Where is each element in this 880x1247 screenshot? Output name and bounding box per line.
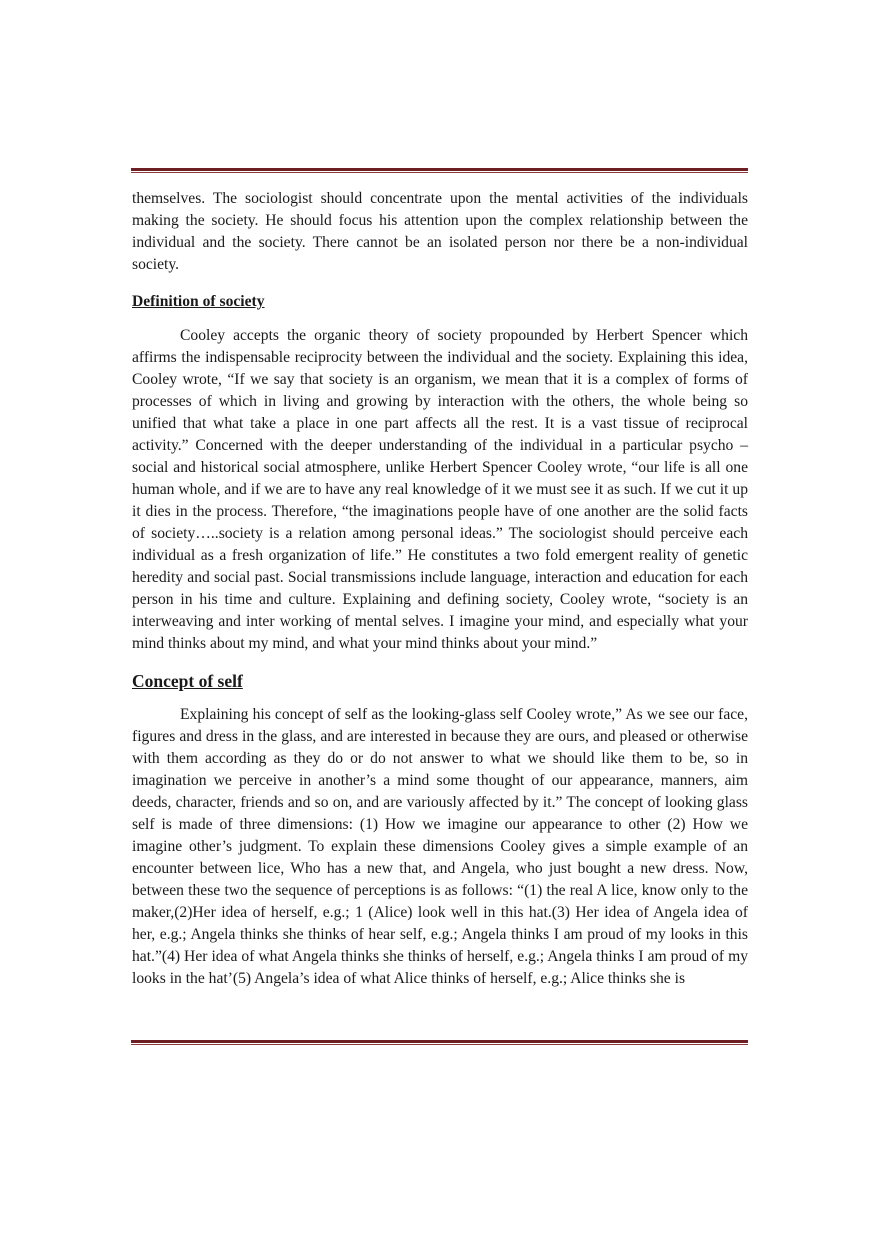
definition-of-society-heading: Definition of society <box>132 293 265 310</box>
intro-paragraph: themselves. The sociologist should concentrate upon the mental activities of the individuals making the society. He should focus his attention upon the complex relationship between the individual and the society. There cannot be an isolated person nor there be a non-individual society. <box>132 190 748 273</box>
header-rule <box>131 168 748 173</box>
definition-of-society-paragraph: Cooley accepts the organic theory of society propounded by Herbert Spencer which affirms the indispensable reciprocity between the individual and the society. Explaining this idea, Cooley wrote, “If we say that society is an organism, we mean that it is a complex of forms of processes of which in living and growing by interaction with the others, the whole being so unified that what take a place in one part affects all the rest. It is a vast tissue of reciprocal activity.” Concerned with the deeper understanding of the individual in a particular psycho – social and historical social atmosphere, unlike Herbert Spencer Cooley wrote, “our life is all one human whole, and if we are to have any real knowledge of it we must see it as such. If we cut it up it dies in the process. Therefore, “the imaginations people have of one another are the solid facts of society…..society is a relation among personal ideas.” The sociologist should perceive each individual as a fresh organization of life.” He constitutes a two fold emergent reality of genetic heredity and social past. Social transmissions include language, interaction and education for each person in his time and culture. Explaining and defining society, Cooley wrote, “society is an interweaving and inter working of mental selves. I imagine your mind, and especially what your mind thinks about my mind, and what your mind thinks about your mind.” <box>132 327 748 652</box>
page-body <box>132 188 748 990</box>
concept-of-self-paragraph: Explaining his concept of self as the looking-glass self Cooley wrote,” As we see our face, figures and dress in the glass, and are interested in because they are ours, and pleased or otherwise with them according as they do or do not answer to what we should like them to be, so in imagination we perceive in another’s a mind some thought of our appearance, manners, aim deeds, character, friends and so on, and are variously affected by it.” The concept of looking glass self is made of three dimensions: (1) How we imagine our appearance to other (2) How we imagine other’s judgment. To explain these dimensions Cooley gives a simple example of an encounter between lice, Who has a new that, and Angela, who just bought a new dress. Now, between these two the sequence of perceptions is as follows: “(1) the real A lice, know only to the maker,(2)Her idea of herself, e.g.; 1 (Alice) look well in this hat.(3) Her idea of Angela idea of her, e.g.; Angela thinks she thinks of hear self, e.g.; Angela thinks I am proud of my looks in this hat.”(4) Her idea of what Angela thinks she thinks of herself, e.g.; Angela thinks I am proud of my looks in the hat’(5) Angela’s idea of what Alice thinks of herself, e.g.; Alice thinks she is <box>132 706 748 987</box>
concept-of-self-heading: Concept of self <box>132 671 243 691</box>
footer-rule <box>131 1040 748 1045</box>
